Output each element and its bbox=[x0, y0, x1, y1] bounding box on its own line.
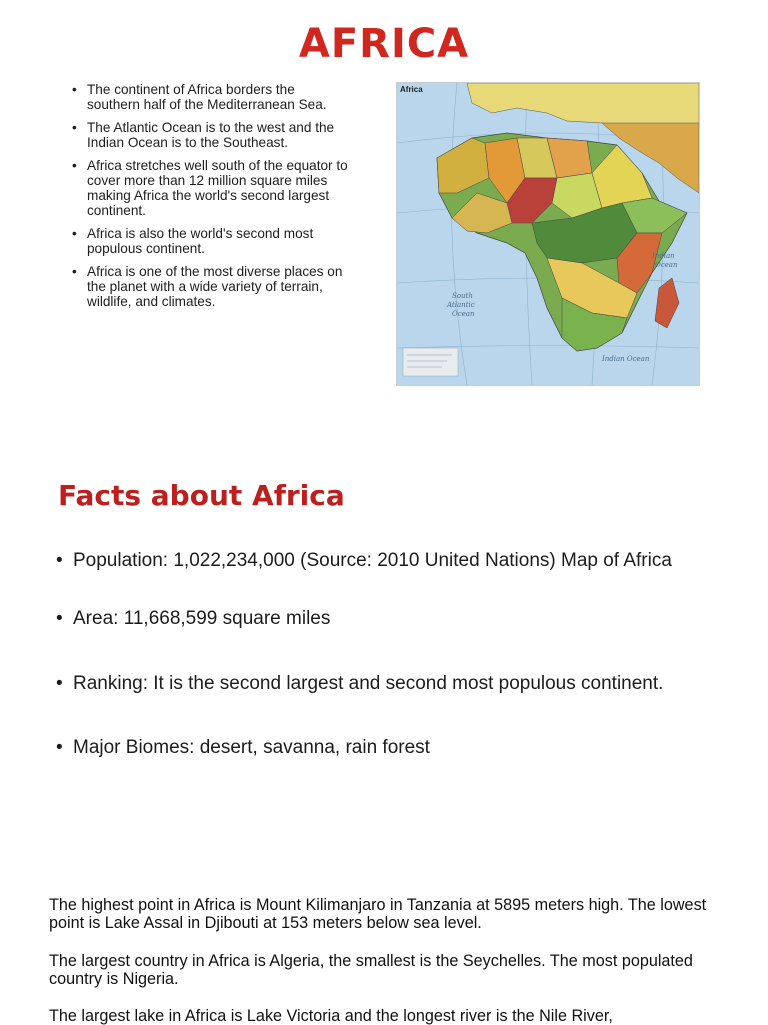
africa-map-image bbox=[396, 82, 700, 386]
paragraph-lakes-rivers: The largest lake in Africa is Lake Victoria and the longest river is the Nile River, bbox=[49, 1007, 613, 1025]
indian-ocean-label: Indian Ocean bbox=[602, 355, 650, 363]
africa-map-graphic bbox=[397, 83, 699, 385]
indian-ocean-label: Ocean bbox=[655, 261, 678, 269]
fact-bullet: • Area: 11,668,599 square miles bbox=[56, 606, 753, 631]
page-title: AFRICA bbox=[298, 21, 470, 67]
intro-bullet: • Africa is also the world's second most populous continent. bbox=[70, 226, 350, 256]
intro-bullet: • Africa stretches well south of the equator to cover more than 12 million square miles making Africa the world's second largest continent. bbox=[70, 158, 350, 218]
indian-ocean-label: Indian bbox=[652, 252, 675, 260]
facts-section-title: Facts about Africa bbox=[58, 479, 345, 512]
intro-bullet: • The Atlantic Ocean is to the west and the Indian Ocean is to the Southeast. bbox=[70, 120, 350, 150]
paragraph-elevation: The highest point in Africa is Mount Kilimanjaro in Tanzania at 5895 meters high. The lowest point is Lake Assal in Djibouti at 153 meters below sea level. bbox=[49, 896, 707, 932]
south-atlantic-label: South bbox=[452, 292, 473, 300]
fact-bullet: • Major Biomes: desert, savanna, rain forest bbox=[56, 735, 753, 760]
intro-bullet: • The continent of Africa borders the southern half of the Mediterranean Sea. bbox=[70, 82, 350, 112]
south-atlantic-label: Ocean bbox=[452, 310, 475, 318]
paragraph-countries: The largest country in Africa is Algeria, the smallest is the Seychelles. The most populated country is Nigeria. bbox=[49, 952, 693, 988]
intro-bullet: • Africa is one of the most diverse places on the planet with a wide variety of terrain, wildlife, and climates. bbox=[70, 264, 350, 309]
fact-bullet: • Population: 1,022,234,000 (Source: 2010 United Nations) Map of Africa bbox=[56, 548, 753, 573]
madagascar-region bbox=[655, 278, 679, 328]
map-label: Africa bbox=[400, 85, 423, 94]
map-legend-box bbox=[403, 348, 458, 376]
fact-bullet: • Ranking: It is the second largest and second most populous continent. bbox=[56, 671, 753, 696]
intro-bullet-list bbox=[70, 82, 350, 317]
south-atlantic-label: Atlantic bbox=[447, 301, 475, 309]
